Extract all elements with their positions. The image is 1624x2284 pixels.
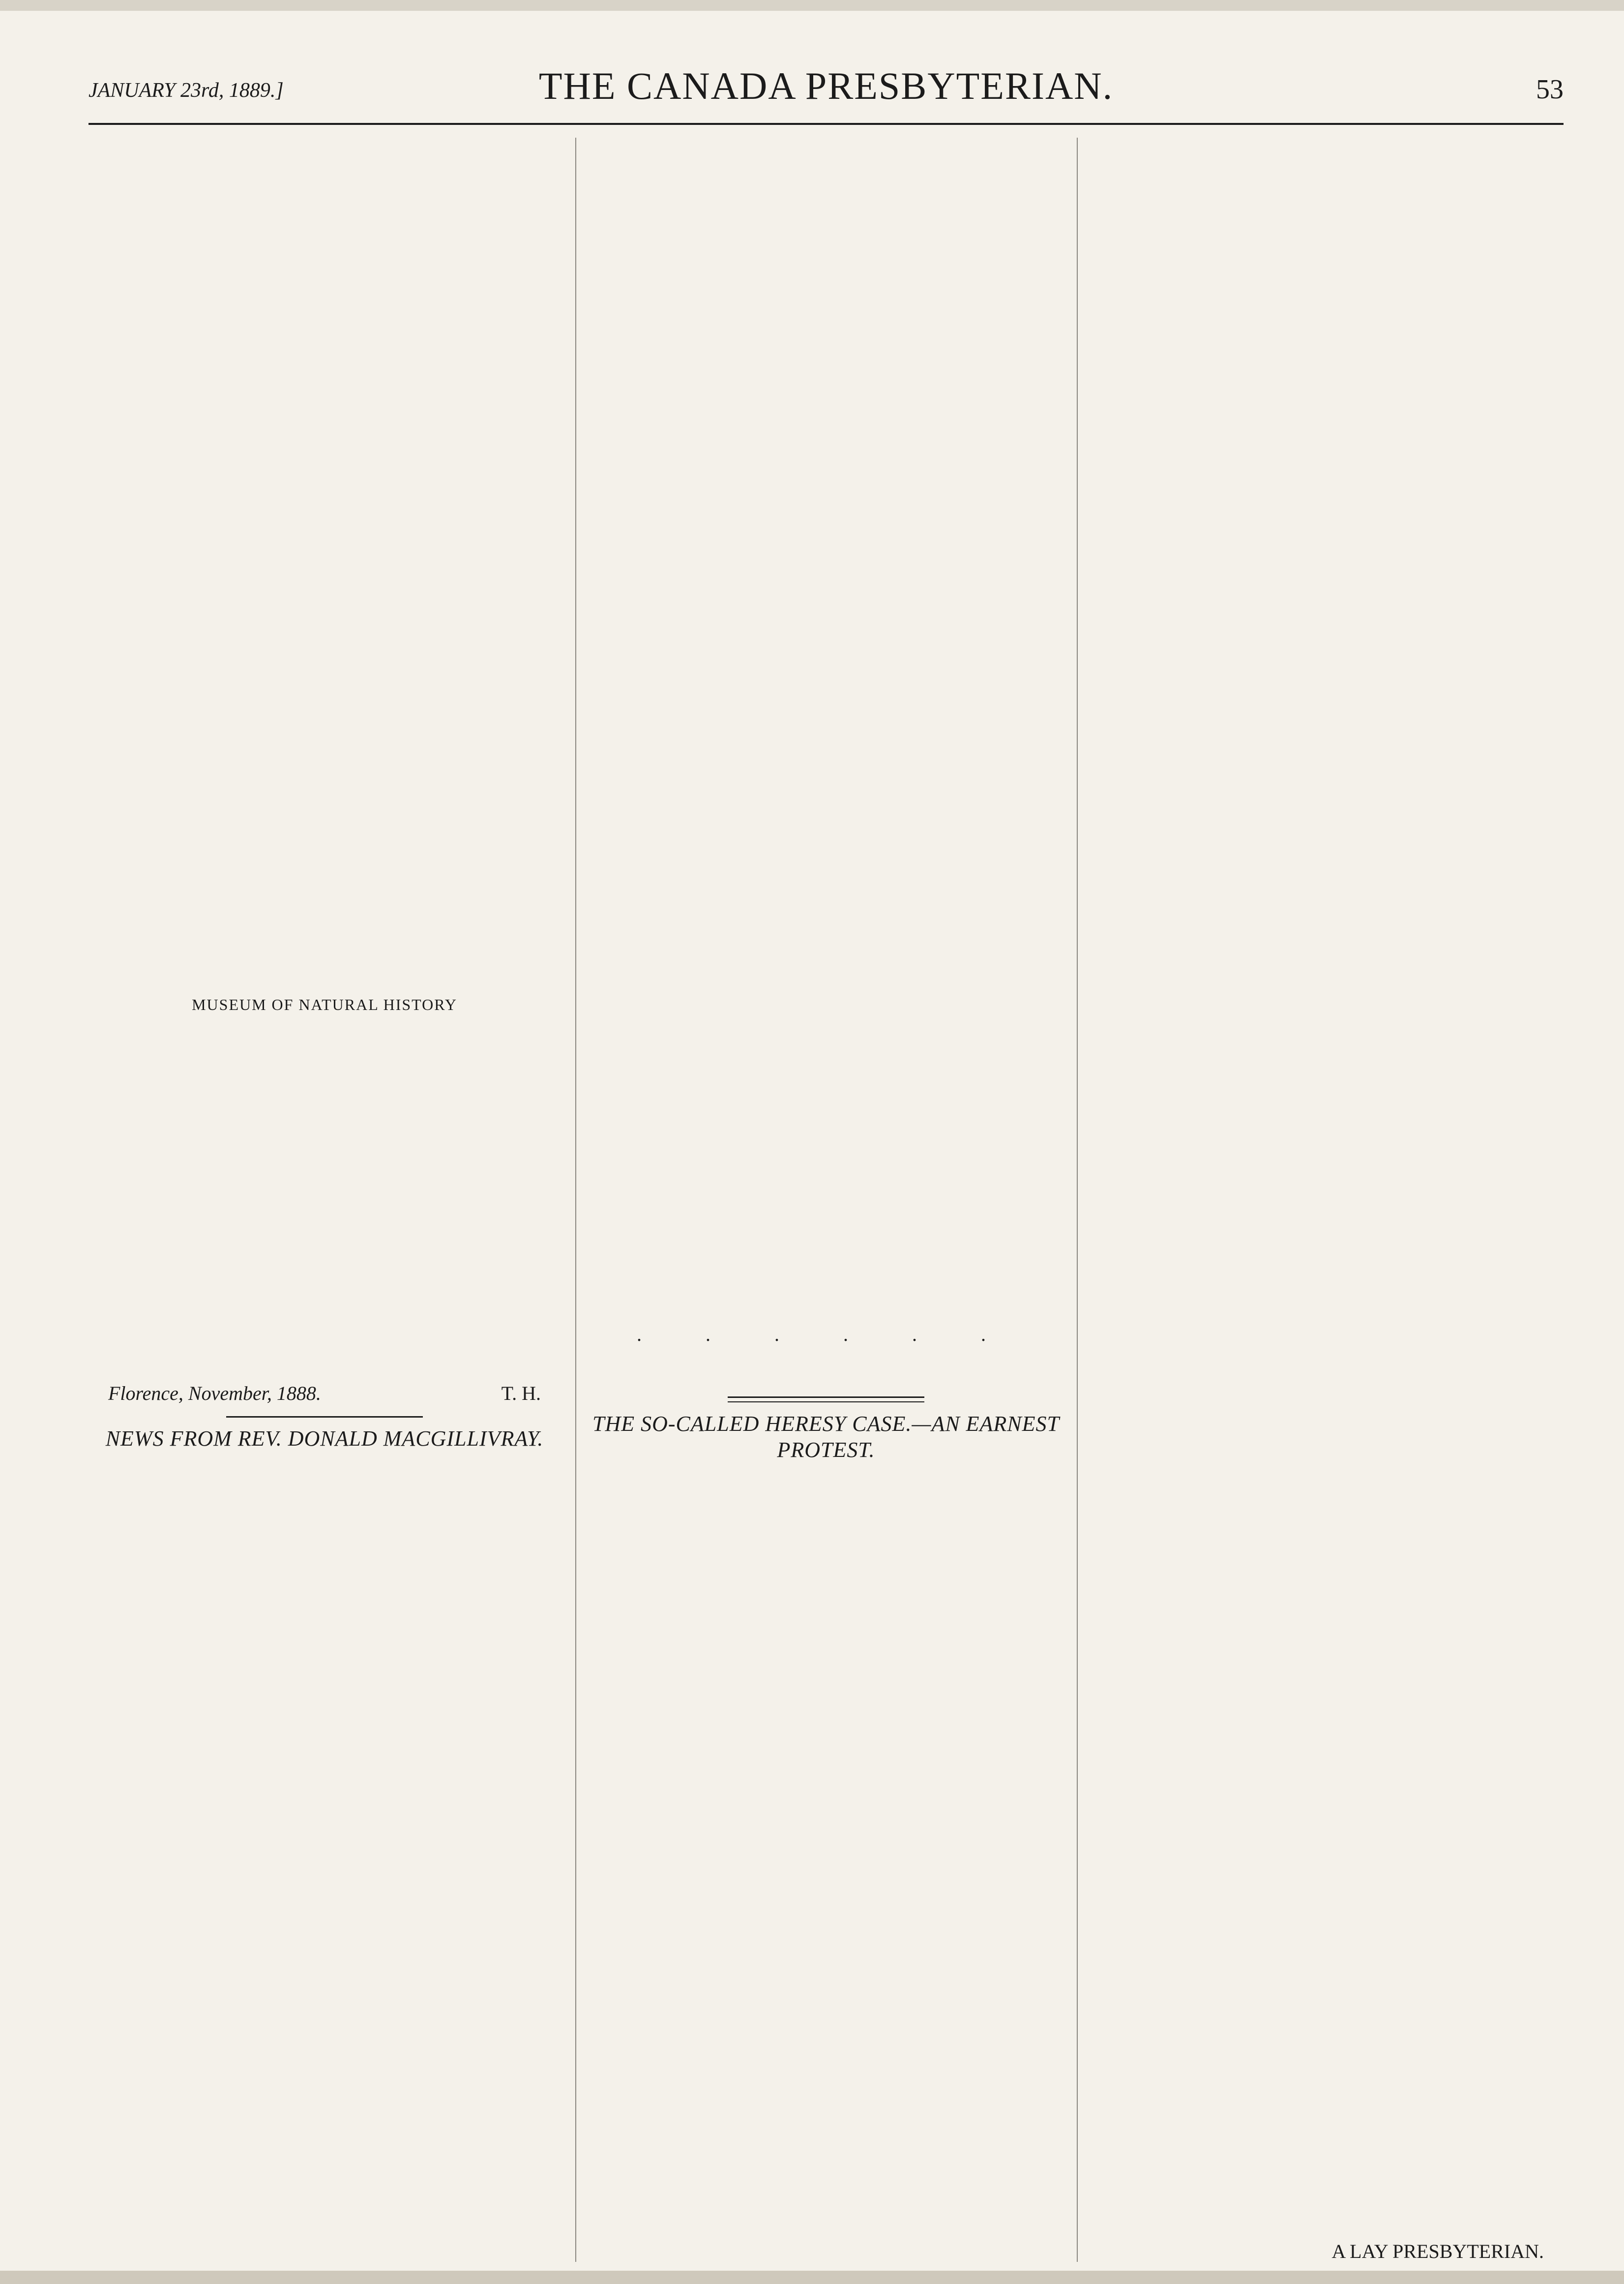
scan-edge-top: [0, 0, 1624, 11]
place-date: Florence, November, 1888.: [108, 1382, 321, 1404]
section-rule: [226, 1416, 423, 1418]
right-column: [1092, 138, 1564, 2262]
left-column: [89, 138, 561, 2262]
heresy-article-continued: [1092, 138, 1564, 2193]
column-divider: [575, 138, 576, 2262]
column-divider: [1077, 138, 1078, 2262]
closing-signature: A LAY PRESBYTERIAN.: [1331, 2240, 1544, 2262]
heresy-heading: THE SO-CALLED HERESY CASE.—AN EARNEST PROTEST.: [592, 1412, 1060, 1462]
section-rule-thin: [728, 1401, 924, 1402]
museum-paragraph: [89, 1023, 561, 1377]
page-number: 53: [1536, 74, 1564, 105]
author-initials: T. H.: [501, 1382, 541, 1404]
yellow-river-text: [590, 138, 1062, 1318]
macgillivray-article-text: [89, 1460, 561, 2257]
museum-heading: MUSEUM OF NATURAL HISTORY: [192, 996, 457, 1013]
section-rule: [728, 1396, 924, 1398]
florence-signature: [89, 1382, 561, 1409]
issue-date: JANUARY 23rd, 1889.]: [89, 79, 284, 102]
adjacent-page-edge: [0, 39, 74, 2252]
masthead: [89, 64, 1564, 118]
news-heading: NEWS FROM REV. DONALD MACGILLIVRAY.: [105, 1426, 544, 1451]
masthead-rule: [89, 123, 1564, 125]
middle-column: [590, 138, 1062, 2262]
galileo-article-text: [89, 138, 561, 920]
scan-edge-bottom: [0, 2271, 1624, 2284]
newspaper-title: THE CANADA PRESBYTERIAN.: [538, 64, 1114, 107]
heresy-article-text: [590, 1475, 1062, 2257]
section-ellipsis: . . . . . .: [637, 1323, 1015, 1345]
